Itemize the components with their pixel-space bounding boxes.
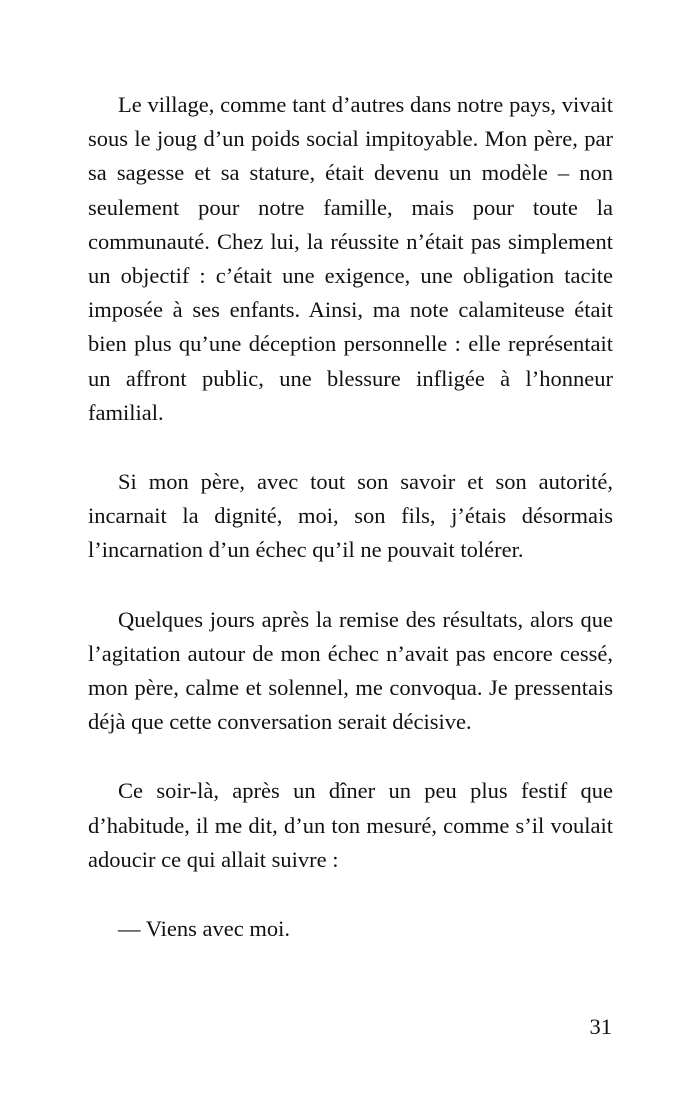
paragraph-evening-dinner: Ce soir-là, après un dîner un peu plus festif que d’habitude, il me dit, d’un ton mesuré, comme s’il voulait adoucir ce qui allait suivre :	[88, 778, 613, 872]
page-body	[88, 88, 613, 981]
paragraph-village: Le village, comme tant d’autres dans notre pays, vivait sous le joug d’un poids social impitoyable. Mon père, par sa sagesse et sa stature, était devenu un modèle – non seulement pour notre famille, mais pour toute la communauté. Chez lui, la réussite n’était pas simplement un objectif : c’était une exigence, une obligation tacite imposée à ses enfants. Ainsi, ma note calamiteuse était bien plus qu’une déception personnelle : elle représentait un affront public, une blessure infligée à l’honneur familial.	[88, 92, 613, 425]
page-number: 31	[589, 1014, 612, 1039]
dialogue-line: — Viens avec moi.	[118, 916, 290, 942]
paragraph-summons: Quelques jours après la remise des résultats, alors que l’agitation autour de mon échec n’avait pas encore cessé, mon père, calme et solennel, me convoqua. Je pressentais déjà que cette conversation serait décisive.	[88, 606, 613, 735]
paragraph-father-dignity: Si mon père, avec tout son savoir et son autorité, incarnait la dignité, moi, son fils, j’étais désormais l’incarnation d’un échec qu’il ne pouvait tolérer.	[88, 469, 613, 563]
